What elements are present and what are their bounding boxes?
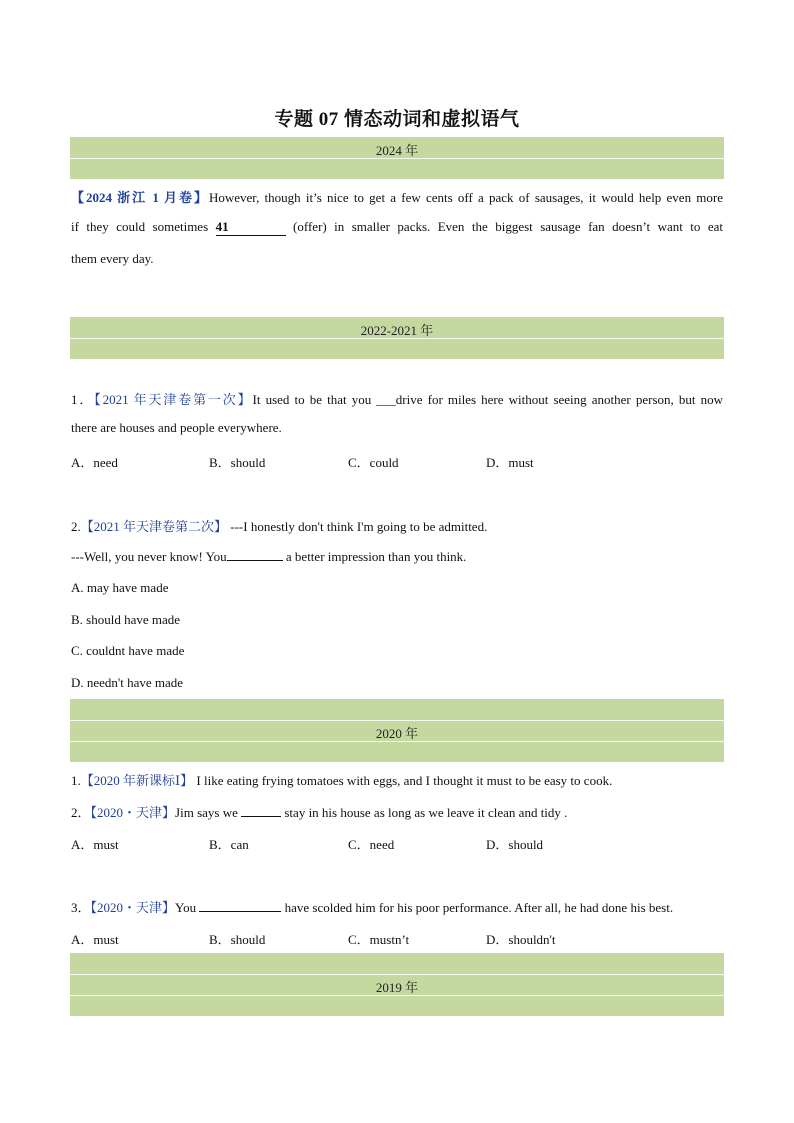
option-a: A. may have made	[71, 580, 169, 595]
page-title: 专题 07 情态动词和虚拟语气	[274, 109, 520, 130]
option-c: C．need	[348, 837, 395, 852]
section-band-2022-2021	[70, 317, 724, 359]
option-b: B．should	[209, 455, 266, 470]
section-label: 2020 年	[375, 726, 419, 741]
q2020-3-line1: 3．【2020・天津】You have scolded him for his poor performance. After all, he had done his best.	[71, 900, 674, 915]
question-source: 【2020・天津】	[90, 805, 176, 820]
q2021-1-line2: there are houses and people everywhere.	[71, 420, 282, 435]
q2024-line2: if they could sometimes 41 (offer) in smaller packs. Even the biggest sausage fan doesn’t want to eat	[71, 219, 724, 234]
q2021-2-line2: ---Well, you never know! You a better impression than you think.	[71, 549, 467, 564]
q2021-2-line1: 2.【2021 年天津卷第二次】 ---I honestly don't think I'm going to be admitted.	[71, 519, 488, 534]
question-source: 【2020 年新课标Ⅰ】	[80, 773, 194, 788]
section-label: 2024 年	[375, 143, 419, 158]
question-source: 【2021 年天津卷第一次】	[94, 392, 253, 407]
question-source: 【2020・天津】	[90, 900, 176, 915]
answer-blank	[199, 899, 281, 912]
option-c: C. couldnt have made	[71, 643, 185, 658]
answer-blank	[241, 804, 281, 817]
option-d: D．must	[486, 455, 534, 470]
q2021-1-line1: 1．【2021 年天津卷第一次】It used to be that you ___drive for miles here without seeing another person, but now	[71, 392, 723, 407]
option-a: A．must	[71, 837, 119, 852]
section-label: 2019 年	[375, 980, 419, 995]
option-d: D．should	[486, 837, 544, 852]
answer-blank	[227, 548, 283, 561]
option-d: D. needn't have made	[71, 675, 184, 690]
q2020-2-line1: 2．【2020・天津】Jim says we stay in his house as long as we leave it clean and tidy .	[71, 805, 568, 820]
answer-blank: 41	[216, 219, 286, 236]
option-d: D．shouldn't	[486, 932, 556, 947]
option-b: B．should	[209, 932, 266, 947]
section-label: 2022-2021 年	[360, 323, 434, 338]
question-source: 【2024 浙江 1 月卷】	[71, 190, 209, 205]
option-b: B. should have made	[71, 612, 181, 627]
q2024-line1: 【2024 浙江 1 月卷】However, though it’s nice to get a few cents off a pack of sausages, it would help even more	[71, 190, 723, 205]
q2020-1-line1: 1.【2020 年新课标Ⅰ】 I like eating frying tomatoes with eggs, and I thought it must to be easy to cook.	[71, 773, 613, 788]
question-source: 【2021 年天津卷第二次】	[80, 519, 228, 534]
option-c: C．could	[348, 455, 399, 470]
section-band-2024	[70, 137, 724, 179]
section-band-2019	[70, 953, 724, 1016]
option-a: A．need	[71, 455, 118, 470]
section-band-2020	[70, 699, 724, 762]
option-a: A．must	[71, 932, 119, 947]
q2024-line3: them every day.	[71, 251, 154, 266]
option-c: C．mustn’t	[348, 932, 410, 947]
option-b: B．can	[209, 837, 249, 852]
